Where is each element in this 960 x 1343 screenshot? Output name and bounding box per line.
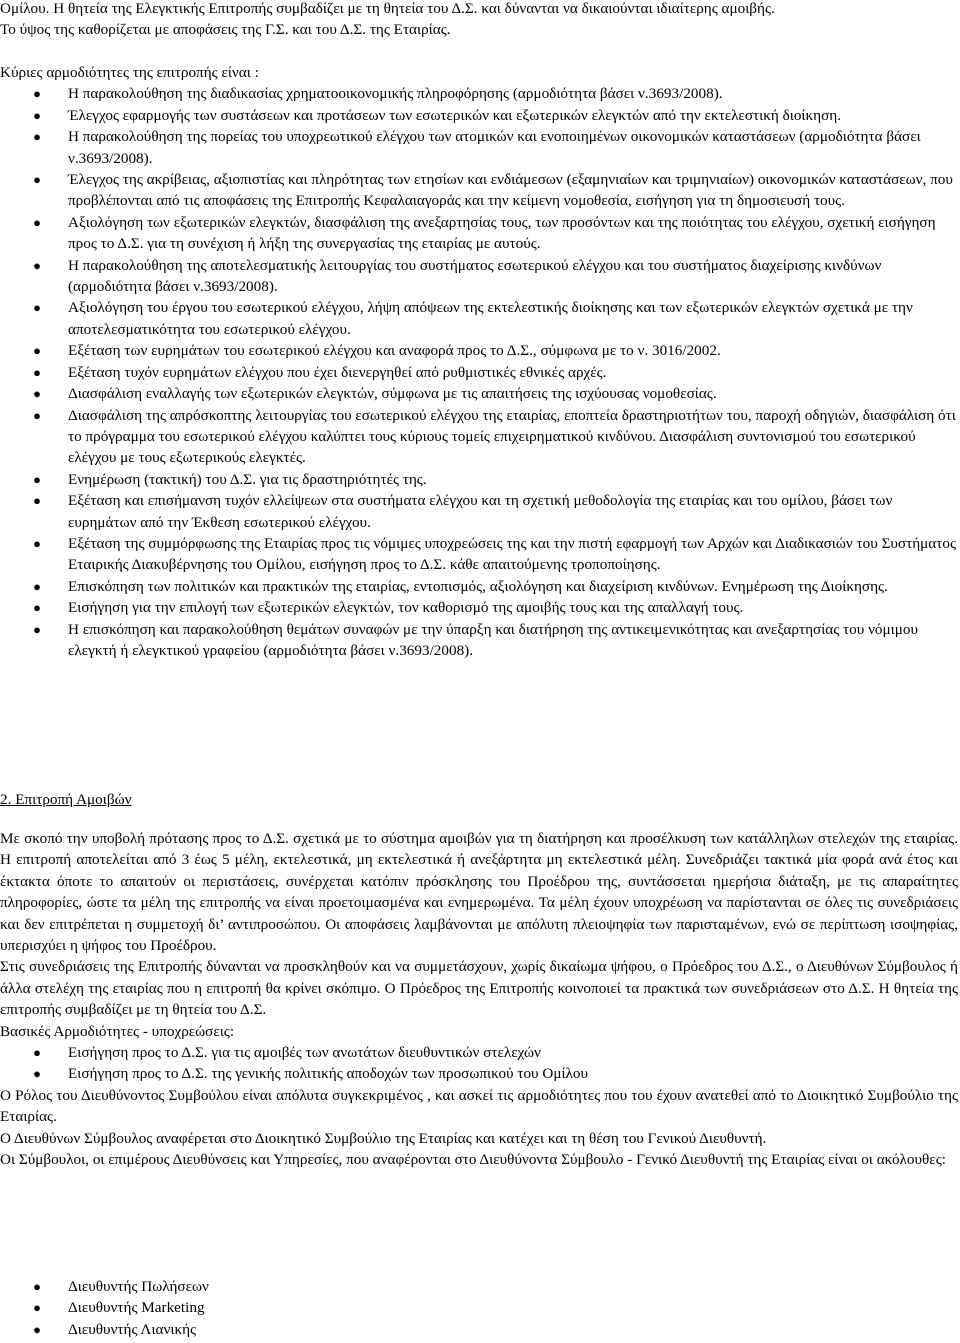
bullet-icon: ● [33,621,41,637]
bullet-icon: ● [33,493,41,509]
directors-block [0,1276,958,1340]
bullet-icon: ● [33,364,41,380]
directors-list [0,1276,958,1340]
intro-line: Ομίλου. Η θητεία της Ελεγκτικής Επιτροπής συμβαδίζει με τη θητεία του Δ.Σ. και δύνανται να δικαιούνται ιδιαίτερης αμοιβής. [0,0,775,17]
paragraph: Με σκοπό την υποβολή πρότασης προς το Δ.Σ. σχετικά με το σύστημα αμοιβών για τη διατήρηση και προσέλκυση των κατάλληλων στελεχών της εταιρίας. Η επιτροπή αποτελείται από 3 έως 5 μέλη, εκτελεστικά, μη εκτελεστικά ή ανεξάρτητα μη εκτελεστικά μέλη. Συνεδριάζει τακτικά μία φορά ανά έτος και έκτακτα όποτε το απαιτούν οι περιστάσεις, συνέρχεται κατόπιν πρόσκλησης του Προέδρου της, συντάσσεται ημερήσια διάταξη, με τις απαραίτητες πληροφορίες, ώστε τα μέλη της επιτροπής να είναι προετοιμασμένα και ενημερωμένα. Τα μέλη έχουν υποχρέωση να παρίστανται σε όλες τις συνεδριάσεις και δεν επιτρέπεται η συμμετοχή δι’ αντιπροσώπου. Οι αποφάσεις λαμβάνονται με απόλυτη πλειοψηφία των παρισταμένων, ενώ σε περίπτωση ισοψηφίας, υπερισχύει η ψήφος του Προέδρου. [0,830,958,955]
bullet-icon: ● [33,300,41,316]
bullet-icon: ● [33,343,41,359]
bullet-icon: ● [33,600,41,616]
responsibilities-heading: Κύριες αρμοδιότητες της επιτροπής είναι : [0,64,259,81]
list-item: ● Ενημέρωση (τακτική) του Δ.Σ. για τις δραστηριότητές της. [0,469,958,490]
list-item: ● Η παρακολούθηση της διαδικασίας χρηματοοικονομικής πληροφόρησης (αρμοδιότητα βάσει ν.3693/2008). [0,83,958,104]
bullet-icon: ● [33,1279,41,1294]
bullet-icon: ● [33,1045,41,1061]
list-item: ● Εξέταση των ευρημάτων του εσωτερικού ελέγχου και αναφορά προς το Δ.Σ., σύμφωνα με το ν. 3016/2002. [0,340,958,361]
list-item: ● Έλεγχος της ακρίβειας, αξιοπιστίας και πληρότητας των ετησίων και ενδιάμεσων (εξαμηνιαίων και τριμηνιαίων) οικονομικών καταστάσεων, που προβλέπονται από τις αποφάσεις της Επιτροπής Κεφαλαιαγοράς και την κείμενη νομοθεσία, εισήγηση για τη δημοσιευσή τους. [33,171,953,210]
section-title: 2. Επιτροπή Αμοιβών [0,791,132,808]
bullet-icon: ● [33,214,41,230]
list-item: ● Η παρακολούθηση της πορείας του υποχρεωτικού ελέγχου των ατομικών και ενοποιημένων οικονομικών καταστάσεων (αρμοδιότητα βάσει ν.3693/2008). [33,128,921,167]
bullet-icon: ● [33,257,41,273]
bullet-icon: ● [33,86,41,102]
list-item: ● Διευθυντής Marketing [0,1297,958,1318]
section-title-block [0,789,958,810]
list-item: ● Εισήγηση προς το Δ.Σ. της γενικής πολιτικής αποδοχών των προσωπικού του Ομίλου [0,1063,958,1084]
basic-list [0,1042,958,1085]
list-item: ● Διευθυντής Πωλήσεων [0,1276,958,1297]
bullet-icon: ● [33,172,41,188]
responsibilities-list [0,83,958,661]
list-item: ● Η επισκόπηση και παρακολούθηση θεμάτων συναφών με την ύπαρξη και διατήρηση της αντικειμενικότητας και ανεξαρτησίας του νόμιμου ελεγκτή ή ελεγκτικού γραφείου (αρμοδιότητα βάσει ν.3693/2008). [33,620,919,659]
list-item: ● Διευθυντής Λιανικής [0,1319,958,1340]
paragraph: Οι Σύμβουλοι, οι επιμέρους Διευθύνσεις και Υπηρεσίες, που αναφέρονται στο Διευθύνοντα Σύμβουλο - Γενικό Διευθυντή της Εταιρίας είναι οι ακόλουθες: [0,1151,946,1169]
bullet-icon: ● [33,535,41,551]
list-item: ● Η παρακολούθηση της αποτελεσματικής λειτουργίας του συστήματος εσωτερικού ελέγχου και του συστήματος διαχείρισης κινδύνων (αρμοδιότητα βάσει ν.3693/2008). [33,256,882,296]
list-item: ● Εισήγηση για την επιλογή των εξωτερικών ελεγκτών, τον καθορισμό της αμοιβής τους και της απαλλαγή τους. [0,597,958,618]
bullet-icon: ● [33,1066,41,1082]
list-item: ● Εξέταση της συμμόρφωσης της Εταιρίας προς τις νόμιμες υποχρεώσεις της και την πιστή εφαρμογή των Αρχών και Διαδικασιών του Συστήματος Εταιρικής Διακυβέρνησης του Ομίλου, εισήγηση προς το Δ.Σ. κάθε απαιτούμενης τροποποίησης. [33,534,956,574]
bullet-icon: ● [33,1300,41,1316]
basic-heading: Βασικές Αρμοδιότητες - υποχρεώσεις: [0,1022,235,1040]
list-item: ● Αξιολόγηση των εξωτερικών ελεγκτών, διασφάλιση της ανεξαρτησίας τους, των προσόντων και της ποιότητας του ελέγχου, σχετική εισήγηση προς το Δ.Σ. για τη συνέχιση ή λήξη της συνεργασίας της εταιρίας με αυτούς. [33,213,936,253]
intro-line: Το ύψος της καθορίζεται με αποφάσεις της Γ.Σ. και του Δ.Σ. της Εταιρίας. [0,21,451,39]
list-item: ● Διασφάλιση της απρόσκοπτης λειτουργίας του εσωτερικού ελέγχου της εταιρίας, εποπτεία δραστηριοτήτων του, παροχή οδηγιών, διασφάλιση ότι το πρόγραμμα του εσωτερικού ελέγχου καλύπτει τους κύριους τομείς επιχειρηματικού κινδύνου. Διασφάλιση συντονισμού του εσωτερικού ελέγχου με τους εξωτερικούς ελεγκτές. [33,406,956,467]
list-item: ● Εξέταση και επισήμανση τυχόν ελλείψεων στα συστήματα ελέγχου και τη σχετική μεθοδολογία της εταιρίας και του ομίλου, βάσει των ευρημάτων από την Έκθεση εσωτερικού ελέγχου. [33,492,893,531]
audit-committee-responsibilities [0,62,958,661]
list-item: ● Εξέταση τυχόν ευρημάτων ελέγχου που έχει διενεργηθεί από ρυθμιστικές εθνικές αρχές. [0,362,958,383]
bullet-icon: ● [33,129,41,145]
list-item: ● Έλεγχος εφαρμογής των συστάσεων και προτάσεων των εσωτερικών και εξωτερικών ελεγκτών από την εκτελεστική διοίκηση. [0,105,958,126]
list-item: ● Εισήγηση προς το Δ.Σ. για τις αμοιβές των ανωτάτων διευθυντικών στελεχών [0,1042,958,1063]
bullet-icon: ● [33,471,41,487]
intro-block [0,0,958,41]
paragraph: Ο Διευθύνων Σύμβουλος αναφέρεται στο Διοικητικό Συμβούλιο της Εταιρίας και κατέχει και τη θέση του Γενικού Διευθυντή. [0,1129,767,1147]
list-item: ● Διασφάλιση εναλλαγής των εξωτερικών ελεγκτών, σύμφωνα με τις απαιτήσεις της ισχύουσας νομοθεσίας. [0,383,958,404]
bullet-icon: ● [33,1321,41,1337]
list-item: ● Αξιολόγηση του έργου του εσωτερικού ελέγχου, λήψη απόψεων της εκτελεστικής διοίκησης και των εξωτερικών ελεγκτών σχετικά με την αποτελεσματικότητα του εσωτερικού ελέγχου. [33,299,913,338]
bullet-icon: ● [33,407,41,423]
remuneration-committee-text [0,828,958,1171]
paragraph: Στις συνεδριάσεις της Επιτροπής δύνανται να προσκληθούν και να συμμετάσχουν, χωρίς δικαίωμα ψήφου, ο Πρόεδρος του Δ.Σ., ο Διευθύνων Σύμβουλος ή άλλα στελέχη της εταιρίας που η επιτροπή θα κρίνει σκόπιμο. Ο Πρόεδρος της Επιτροπής κοινοποιεί τα πρακτικά των συνεδριάσεων στο Δ.Σ. Η θητεία της επιτροπής συμβαδίζει με τη θητεία του Δ.Σ. [0,958,958,1019]
list-item: ● Επισκόπηση των πολιτικών και πρακτικών της εταιρίας, εντοπισμός, αξιολόγηση και διαχείριση κινδύνων. Ενημέρωση της Διοίκησης. [0,576,958,597]
paragraph: Ο Ρόλος του Διευθύνοντος Συμβούλου είναι απόλυτα συγκεκριμένος , και ασκεί τις αρμοδιότητες που του έχουν ανατεθεί από το Διοικητικό Συμβούλιο της Εταιρίας. [0,1086,958,1126]
bullet-icon: ● [33,107,41,123]
bullet-icon: ● [33,578,41,594]
bullet-icon: ● [33,386,41,402]
